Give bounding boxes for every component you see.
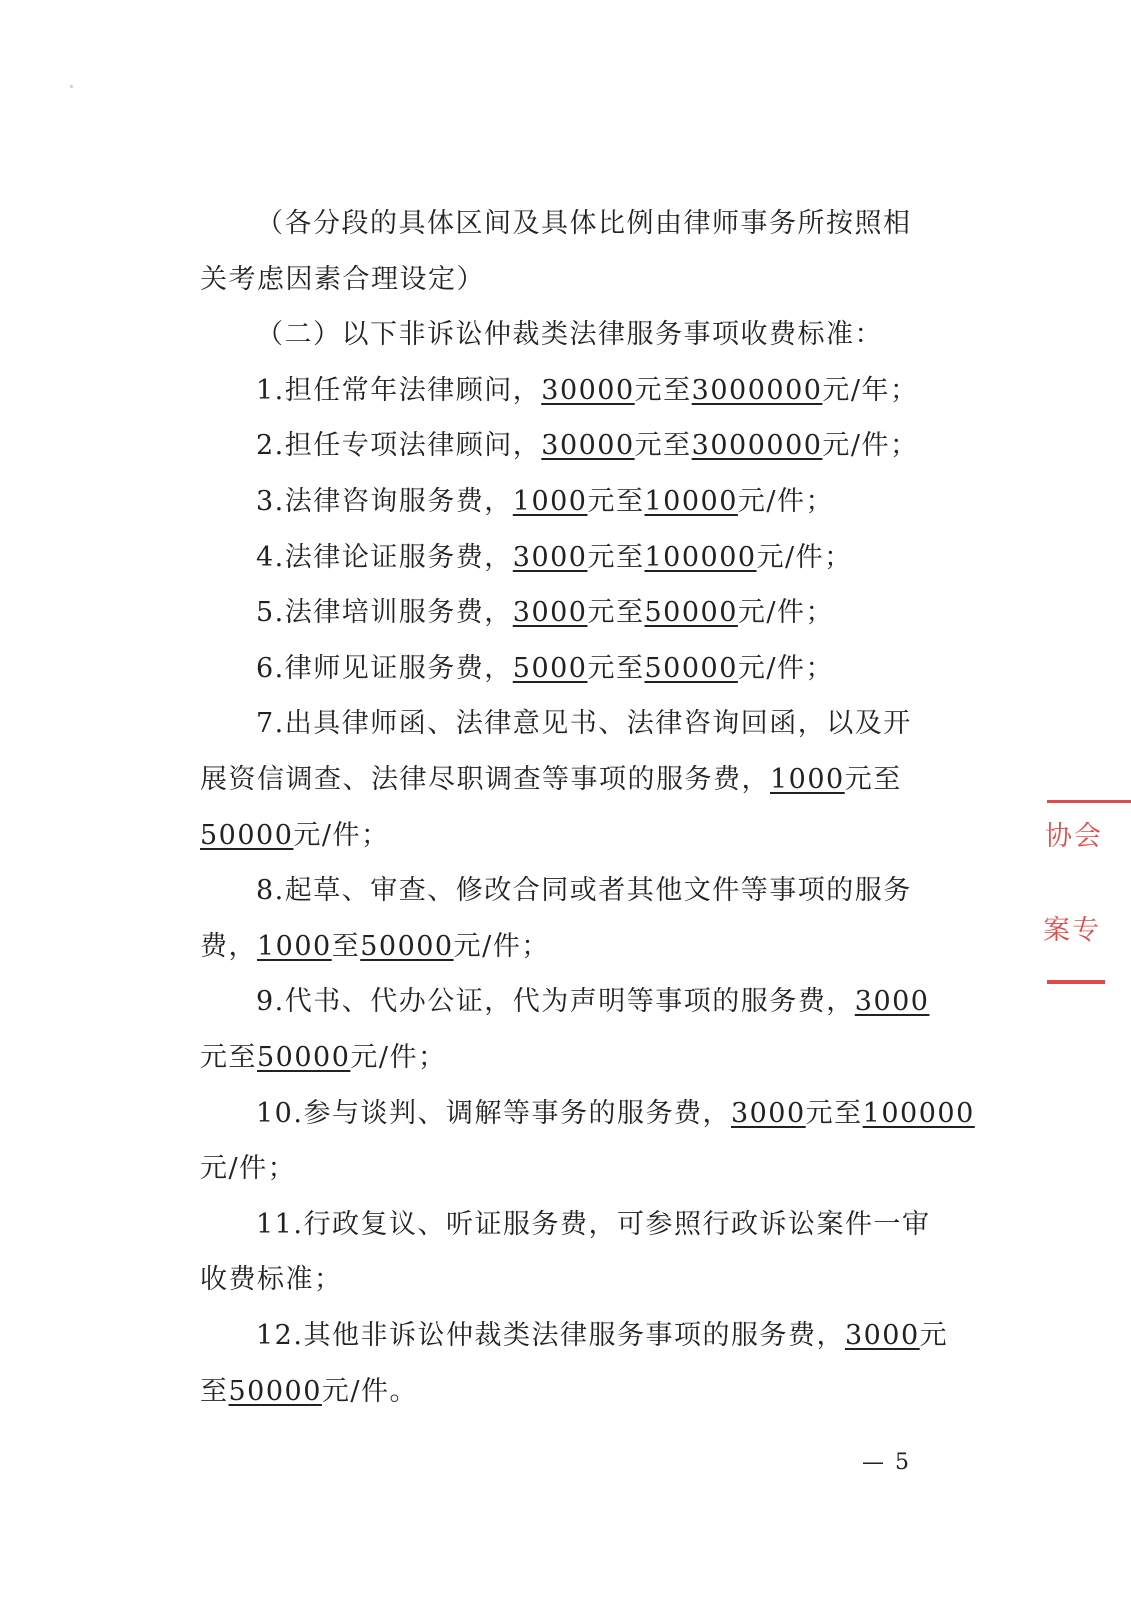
stamp-border-top <box>1047 800 1131 803</box>
stamp-text-upper: 协会 <box>1045 821 1103 852</box>
text-segment: 1.担任常年法律顾问， <box>256 374 542 406</box>
text-segment: 10.参与谈判、调解等事务的服务费， <box>256 1097 731 1129</box>
text-segment: 元/件； <box>737 486 834 517</box>
text-segment: 元至 <box>587 541 645 573</box>
text-line <box>200 1151 296 1187</box>
text-segment: 费， <box>200 930 257 962</box>
text-segment: 元至 <box>634 374 692 406</box>
text-line <box>256 1318 948 1354</box>
text-segment: 2.担任专项法律顾问， <box>256 430 542 462</box>
text-line <box>256 651 834 687</box>
text-segment: 9.代书、代办公证，代为声明等事项的服务费， <box>256 986 855 1018</box>
text-segment: 元至 <box>587 652 645 684</box>
underlined-amount: 3000 <box>844 1320 920 1351</box>
text-line <box>256 1096 975 1132</box>
text-line <box>256 873 912 909</box>
text-line <box>200 762 902 798</box>
red-seal-stamp <box>1043 800 1131 990</box>
text-segment: 展资信调查、法律尽职调查等事项的服务费， <box>200 764 770 795</box>
text-segment: 元/年； <box>822 374 919 406</box>
stamp-text-lower: 案专 <box>1043 915 1101 946</box>
underlined-amount: 50000 <box>228 1375 322 1407</box>
text-segment: 至 <box>200 1375 229 1407</box>
text-segment: 至 <box>331 930 361 962</box>
underlined-amount: 1000 <box>257 930 332 962</box>
underlined-amount: 3000000 <box>691 430 823 462</box>
underlined-amount: 1000 <box>512 486 588 517</box>
underlined-amount: 50000 <box>257 1042 351 1073</box>
underlined-amount: 100000 <box>862 1097 975 1129</box>
scan-speck <box>70 85 73 88</box>
underlined-amount: 3000 <box>730 1097 806 1129</box>
text-segment: 6.律师见证服务费， <box>256 652 513 684</box>
text-segment: 3.法律咨询服务费， <box>256 486 513 517</box>
underlined-amount: 3000 <box>854 986 930 1018</box>
text-segment: 元/件； <box>200 1153 297 1185</box>
text-segment: 元至 <box>587 597 645 629</box>
text-line <box>256 540 853 576</box>
underlined-amount: 5000 <box>512 652 588 684</box>
underlined-amount: 3000000 <box>691 374 823 406</box>
underlined-amount: 100000 <box>644 541 757 573</box>
text-line <box>256 1207 930 1243</box>
text-segment: 元/件； <box>293 819 390 851</box>
text-segment: 元 <box>919 1320 949 1351</box>
text-segment: 12.其他非诉讼仲裁类法律服务事项的服务费， <box>256 1320 845 1351</box>
text-line <box>256 317 883 353</box>
text-segment: 元至 <box>587 486 645 517</box>
text-line <box>256 484 834 520</box>
text-line <box>256 706 912 742</box>
text-segment: 收费标准； <box>200 1264 343 1296</box>
text-segment: 元/件； <box>822 430 919 462</box>
text-segment: 5.法律培训服务费， <box>256 597 513 629</box>
text-segment: （各分段的具体区间及具体比例由律师事务所按照相 <box>256 208 912 239</box>
text-line <box>256 595 834 631</box>
underlined-amount: 10000 <box>644 486 738 517</box>
text-segment: 4.法律论证服务费， <box>256 541 513 573</box>
text-line <box>200 818 390 854</box>
text-segment: （二）以下非诉讼仲裁类法律服务事项收费标准： <box>256 319 883 351</box>
underlined-amount: 30000 <box>541 430 635 462</box>
text-segment: 8.起草、审查、修改合同或者其他文件等事项的服务 <box>256 875 912 907</box>
text-segment: 关考虑因素合理设定） <box>200 263 485 295</box>
text-segment: 11.行政复议、听证服务费，可参照行政诉讼案件一审 <box>256 1208 931 1240</box>
text-segment: 元至 <box>844 764 902 795</box>
underlined-amount: 50000 <box>644 652 738 684</box>
page-number: — 5 <box>862 1450 911 1475</box>
underlined-amount: 50000 <box>200 819 294 851</box>
text-line <box>256 373 919 409</box>
text-line <box>256 984 929 1020</box>
underlined-amount: 50000 <box>360 930 454 962</box>
text-line <box>256 428 919 464</box>
text-line <box>200 1262 343 1298</box>
text-segment: 元至 <box>200 1042 257 1073</box>
text-segment: 元至 <box>805 1097 863 1129</box>
underlined-amount: 1000 <box>770 764 845 795</box>
underlined-amount: 50000 <box>644 597 738 629</box>
text-segment: 元/件； <box>737 597 834 629</box>
text-segment: 元至 <box>634 430 692 462</box>
text-line <box>200 262 485 298</box>
underlined-amount: 30000 <box>541 374 635 406</box>
text-segment: 元/件； <box>737 652 834 684</box>
underlined-amount: 3000 <box>512 541 588 573</box>
text-segment: 元/件； <box>756 541 853 573</box>
text-line <box>200 1040 447 1076</box>
text-segment: 元/件； <box>453 930 550 962</box>
text-segment: 7.出具律师函、法律意见书、法律咨询回函，以及开 <box>256 708 912 740</box>
text-line <box>256 206 912 242</box>
stamp-border-bottom <box>1047 980 1105 984</box>
text-segment: 元/件； <box>350 1042 447 1073</box>
underlined-amount: 3000 <box>512 597 588 629</box>
text-line <box>200 1374 418 1410</box>
text-line <box>200 929 550 965</box>
text-segment: 元/件。 <box>321 1375 419 1407</box>
